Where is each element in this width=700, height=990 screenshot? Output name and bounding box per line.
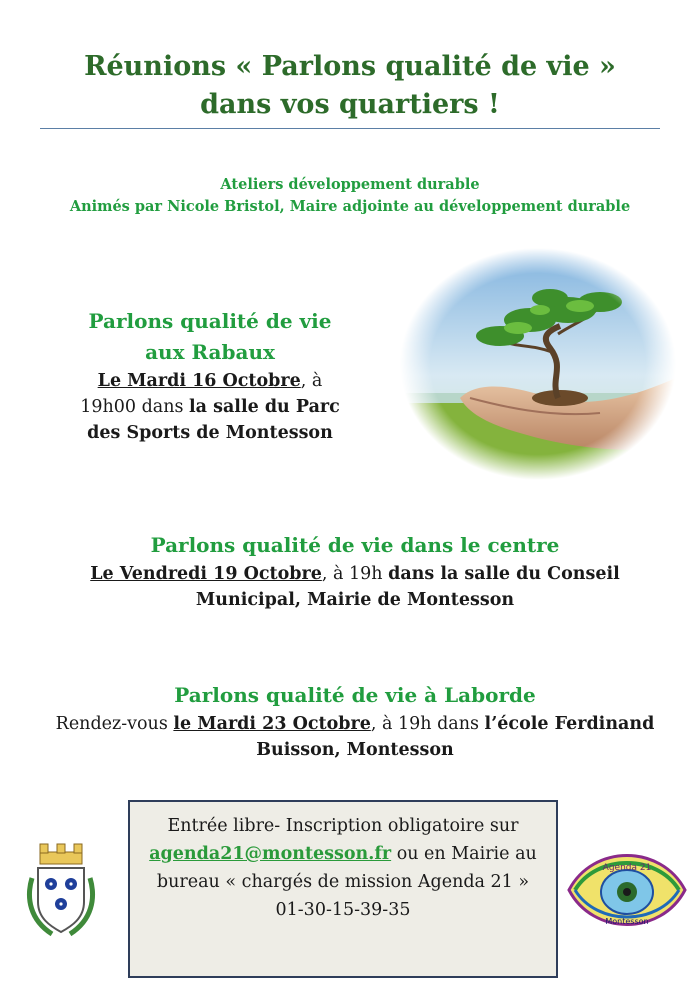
- meeting-centre: [60, 530, 650, 613]
- meeting-place: des Sports de Montesson: [87, 423, 333, 443]
- subtitle-line-1: Ateliers développement durable: [220, 176, 480, 193]
- meeting-details: [30, 711, 680, 763]
- meeting-place: la salle du Parc: [189, 397, 340, 417]
- info-line-3: bureau « chargés de mission Agenda 21 »: [156, 872, 530, 892]
- meeting-date: Le Mardi 16 Octobre: [97, 371, 301, 391]
- meeting-place: dans la salle du Conseil: [388, 564, 620, 584]
- info-line-1: Entrée libre- Inscription obligatoire sur: [167, 816, 519, 836]
- agenda-21-logo: [563, 840, 691, 940]
- meeting-details: [40, 368, 380, 446]
- title-divider: [40, 128, 660, 129]
- subtitle: [0, 174, 700, 218]
- meeting-laborde: [30, 680, 680, 763]
- meeting-heading: Parlons qualité de vie à Laborde: [174, 683, 536, 707]
- meeting-place: Municipal, Mairie de Montesson: [195, 590, 515, 610]
- email-link[interactable]: agenda21@montesson.fr: [149, 844, 392, 864]
- meeting-date: Le Vendredi 19 Octobre: [90, 564, 322, 584]
- info-line-2: [130, 840, 556, 868]
- montesson-crest-icon: [22, 838, 100, 940]
- title-line-2: dans vos quartiers !: [200, 89, 500, 120]
- hands-holding-tree-image: [400, 248, 676, 480]
- meeting-heading-line-1: Parlons qualité de vie: [88, 309, 332, 333]
- meeting-text: , à 19h: [321, 564, 389, 584]
- meeting-date: le Mardi 23 Octobre: [173, 714, 371, 734]
- meeting-text: 19h00 dans: [80, 397, 190, 417]
- meeting-place: l’école Ferdinand: [484, 714, 655, 734]
- subtitle-line-2: Animés par Nicole Bristol, Maire adjointe au développement durable: [69, 198, 631, 215]
- meeting-text: , à: [300, 371, 323, 391]
- meeting-place: Buisson, Montesson: [256, 740, 454, 760]
- meeting-text: , à 19h dans: [370, 714, 485, 734]
- title-line-1: Réunions « Parlons qualité de vie »: [84, 51, 616, 82]
- info-box: [128, 800, 558, 978]
- meeting-details: [60, 561, 650, 613]
- meeting-heading: Parlons qualité de vie dans le centre: [150, 533, 560, 557]
- meeting-heading: [40, 306, 380, 368]
- info-phone: 01-30-15-39-35: [275, 900, 411, 920]
- meeting-heading-line-2: aux Rabaux: [145, 340, 275, 364]
- agenda-logo-text-top: Agenda 21: [602, 863, 652, 873]
- page-title: [0, 48, 700, 124]
- meeting-text: Rendez-vous: [55, 714, 174, 734]
- info-line-2-text: ou en Mairie au: [391, 844, 537, 864]
- meeting-rabaux: [40, 306, 380, 446]
- agenda-logo-text-bottom: Montesson: [605, 917, 649, 926]
